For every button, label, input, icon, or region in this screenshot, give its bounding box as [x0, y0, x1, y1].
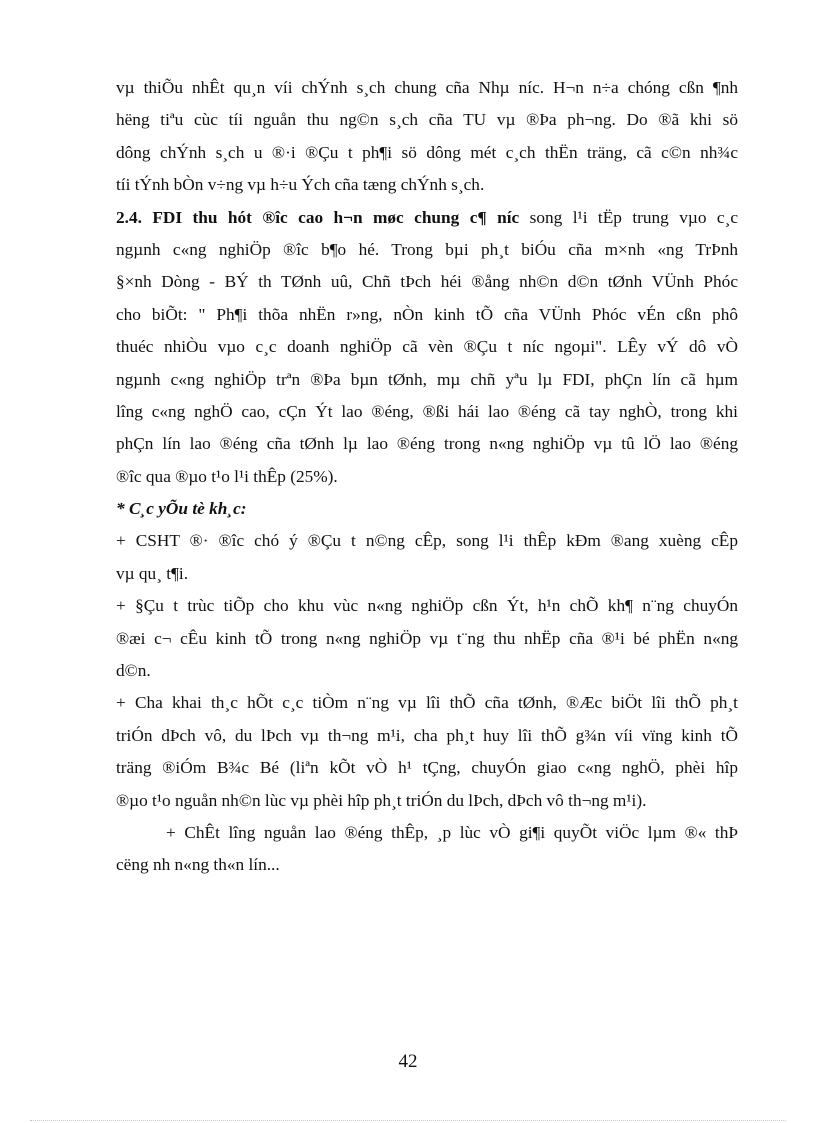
- subheading-line: [116, 493, 738, 525]
- section-heading: 2.4. FDI thu hót ®îc cao h¬n møc chung c¶ níc: [116, 207, 520, 227]
- bullet-line: + Cha khai th¸c hÕt c¸c tiÒm n¨ng vµ lîi thÕ cña tØnh, ®Æc biÖt lîi thÕ ph¸t: [116, 693, 738, 713]
- text-fragment: song l¹i tËp trung vµo c¸c: [529, 207, 738, 227]
- text-line: ®îc qua ®µo t¹o l¹i thÊp (25%).: [116, 466, 338, 486]
- text-line: ®æi c¬ cÊu kinh tÕ trong n«ng nghiÖp vµ t¨ng thu nhËp cña ®¹i bé phËn n«ng: [116, 628, 738, 648]
- text-line: träng ®iÓm B¾c Bé (liªn kÕt vÒ h¹ tÇng, chuyÓn giao c«ng nghÖ, phèi hîp: [116, 758, 738, 778]
- text-line: d©n.: [116, 661, 151, 681]
- text-line: cëng nh n«ng th«n lín...: [116, 855, 280, 875]
- body-text: [116, 72, 738, 882]
- text-line: triÓn dÞch vô, du lÞch vµ th¬ng m¹i, cha ph¸t huy lîi thÕ g¾n víi vïng kinh tÕ: [116, 725, 738, 745]
- page-number: 42: [398, 1051, 418, 1072]
- text-line: ngµnh c«ng nghiÖp trªn ®Þa bµn tØnh, mµ chñ yªu lµ FDI, phÇn lín cã hµm: [116, 369, 738, 389]
- text-line: lîng c«ng nghÖ cao, cÇn Ýt lao ®éng, ®ßi hái lao ®éng cã tay nghÒ, trong khi: [116, 401, 738, 421]
- text-line: vµ thiÕu nhÊt qu¸n víi chÝnh s¸ch chung cña Nhµ níc. H¬n n÷a chóng cßn ¶nh: [116, 78, 738, 97]
- text-line: §×nh Dòng - BÝ th TØnh uû, Chñ tÞch héi ®ång nh©n d©n tØnh VÜnh Phóc: [116, 272, 738, 292]
- text-line: phÇn lín lao ®éng cña tØnh lµ lao ®éng trong n«ng nghiÖp vµ tû lÖ lao ®éng: [116, 434, 738, 454]
- subheading-other-factors: * C¸c yÕu tè kh¸c:: [116, 499, 247, 519]
- footer-divider: [30, 1120, 786, 1121]
- text-line: vµ qu¸ t¶i.: [116, 563, 189, 583]
- text-line: cho biÕt: " Ph¶i thõa nhËn r»ng, nÒn kinh tÕ cña VÜnh Phóc vÉn cßn phô: [116, 304, 738, 324]
- text-line: hëng tiªu cùc tíi nguån thu ng©n s¸ch cña TU vµ ®Þa ph¬ng. Do ®ã khi sö: [116, 110, 738, 130]
- text-line: ®µo t¹o nguån nh©n lùc vµ phèi hîp ph¸t triÓn du lÞch, dÞch vô th¬ng m¹i).: [116, 790, 647, 810]
- text-line: tíi tÝnh bÒn v÷ng vµ h÷u Ých cña tæng chÝnh s¸ch.: [116, 175, 485, 195]
- bullet-line: + CSHT ®· ®îc chó ý ®Çu t n©ng cÊp, song l¹i thÊp kÐm ®ang xuèng cÊp: [116, 531, 738, 551]
- bullet-line: + ChÊt lîng nguån lao ®éng thÊp, ¸p lùc vÒ gi¶i quyÕt viÖc lµm ®« thÞ: [166, 822, 738, 842]
- section-heading-line: [116, 202, 738, 234]
- text-line: thuéc nhiÒu vµo c¸c doanh nghiÖp cã vèn ®Çu t níc ngoµi". LÊy vÝ dô vÒ: [116, 337, 738, 357]
- bullet-line: + §Çu t trùc tiÕp cho khu vùc n«ng nghiÖp cßn Ýt, h¹n chÕ kh¶ n¨ng chuyÓn: [116, 596, 738, 616]
- text-line: dông chÝnh s¸ch u ®·i ®Çu t ph¶i sö dông mét c¸ch thËn träng, cã c©n nh¾c: [116, 142, 738, 162]
- text-line: ngµnh c«ng nghiÖp ®îc b¶o hé. Trong bµi ph¸t biÓu cña m×nh «ng TrÞnh: [116, 239, 738, 259]
